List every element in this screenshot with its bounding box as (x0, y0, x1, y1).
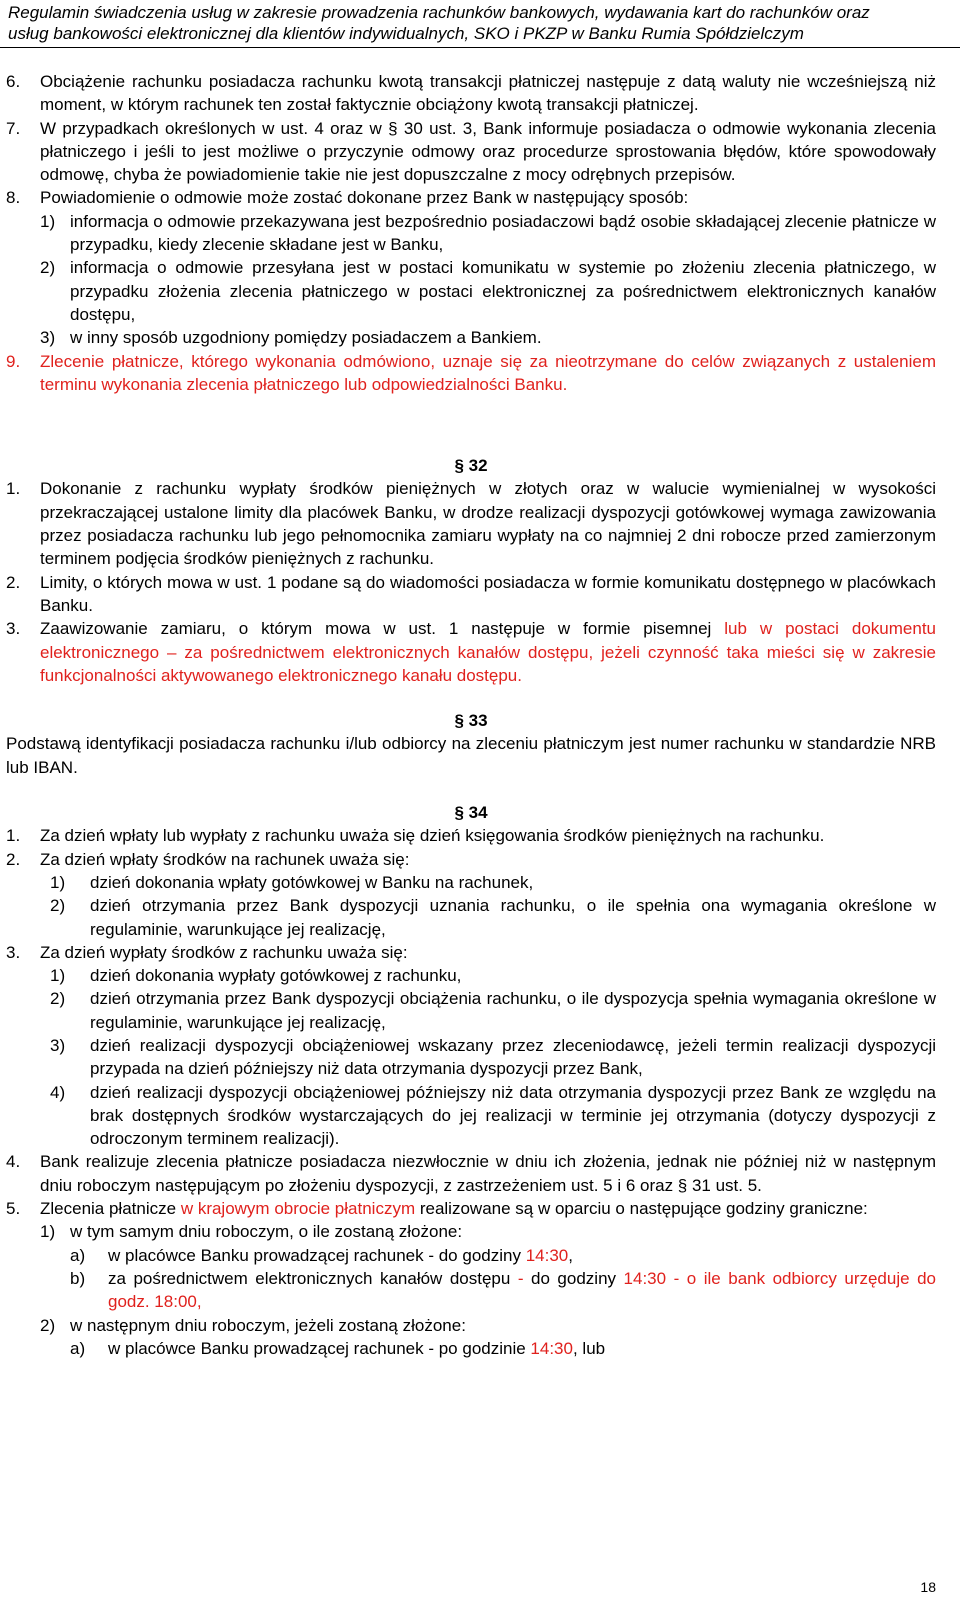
text-red: 14:30 (530, 1338, 573, 1358)
list-item (40, 987, 936, 1034)
paragraph-text: Za dzień wypłaty środków z rachunku uważa się: (40, 942, 408, 962)
s32-paragraph-2 (6, 571, 936, 618)
paragraph-number: 9. (6, 351, 21, 371)
text-red: 14:30 (525, 1245, 569, 1265)
paragraph-text (40, 617, 936, 687)
s34-paragraph-5 (6, 1197, 936, 1220)
text-red: - (517, 1268, 524, 1288)
paragraph-9 (6, 350, 936, 397)
s33-text: Podstawą identyfikacji posiadacza rachunku i/lub odbiorcy na zleceniu płatniczym jest numer rachunku w standardzie NRB lub IBAN. (6, 734, 936, 777)
list-subitem (70, 1244, 936, 1267)
list-text: dzień dokonania wpłaty gotówkowej w Banku na rachunek, (90, 872, 534, 892)
paragraph-number: 2. (6, 849, 21, 869)
text-black: , lub (572, 1338, 606, 1358)
list-subitem (70, 1267, 936, 1314)
list-text: w następnym dniu roboczym, jeżeli zostaną złożone: (70, 1315, 466, 1335)
section-title-34: § 34 (454, 803, 488, 823)
list-item (40, 1034, 936, 1081)
paragraph-number: 1. (6, 479, 21, 499)
paragraph-text: Obciążenie rachunku posiadacza rachunku kwotą transakcji płatniczej następuje z datą waluty nie wcześniejszą niż moment, w którym rachunek ten został faktycznie obciążony kwotą transakcji płatniczej. (40, 72, 936, 115)
list-number: 2) (50, 896, 66, 916)
s32-paragraph-3 (6, 617, 936, 687)
text-red: 14:30 - o ile bank odbiorcy urzęduje do godz. 18:00, (108, 1268, 936, 1312)
paragraph-number: 2. (6, 572, 21, 592)
list-letter: a) (70, 1245, 86, 1265)
section-title-33: § 33 (454, 711, 488, 731)
paragraph-number: 8. (6, 188, 21, 208)
list-number: 3) (40, 328, 56, 348)
document-header (0, 0, 960, 48)
list-text: w inny sposób uzgodniony pomiędzy posiadaczem a Bankiem. (70, 328, 542, 348)
paragraph-text (40, 1197, 936, 1220)
list-item (40, 1220, 936, 1243)
paragraph-text: Za dzień wpłaty środków na rachunek uważa się: (40, 849, 410, 869)
text-black: , (568, 1245, 573, 1265)
list-item (40, 1314, 936, 1337)
header-line-1: Regulamin świadczenia usług w zakresie prowadzenia rachunków bankowych, wydawania kart do rachunków oraz (8, 3, 870, 22)
s32-paragraph-1 (6, 477, 936, 570)
list-number: 2) (50, 989, 66, 1009)
text-red: lub w postaci dokumentu elektronicznego – za pośrednictwem elektronicznych kanałów dostępu, jeżeli czynność taka mieści się w zakresie funkcjonalności aktywowanego elektronicznego kanału dostępu. (40, 619, 936, 685)
paragraph-text: Bank realizuje zlecenia płatnicze posiadacza niezwłocznie w dniu ich złożenia, jednak nie później niż w następnym dniu roboczym następującym po złożeniu dyspozycji, z zastrzeżeniem ust. 5 i 6 oraz § 31 ust. 5. (40, 1152, 936, 1195)
document-body (0, 70, 960, 1360)
list-item (40, 1081, 936, 1151)
text-black: w placówce Banku prowadzącej rachunek - po godzinie (108, 1338, 531, 1358)
text-black: za pośrednictwem elektronicznych kanałów dostępu (108, 1268, 518, 1288)
list-text: dzień realizacji dyspozycji obciążeniowej wskazany przez zleceniodawcę, jeżeli termin realizacji dyspozycji przypada na dzień późniejszy niż data otrzymania dyspozycji przez Bank, (90, 1035, 936, 1079)
text-black: w placówce Banku prowadzącej rachunek - do godziny (108, 1245, 526, 1265)
text-red: w krajowym obrocie płatniczym (180, 1199, 416, 1219)
text-black: realizowane są w oparciu o następujące godziny graniczne: (415, 1199, 868, 1219)
text-black: Zlecenia płatnicze (40, 1199, 181, 1219)
list-text (108, 1267, 936, 1314)
list-number: 1) (50, 966, 66, 986)
list-number: 2) (40, 1315, 56, 1335)
paragraph-number: 5. (6, 1199, 21, 1219)
paragraph-text: Dokonanie z rachunku wypłaty środków pieniężnych w złotych oraz w walucie wymienialnej w wysokości przekraczającej ustalone limity dla placówek Banku, w drodze realizacji dyspozycji gotówkowej wymaga zawizowania przez posiadacza rachunku lub jego pełnomocnika zamiaru wypłaty na co najmniej 2 dni robocze przed zamierzonym terminem podjęcia środków pieniężnych z rachunku. (40, 479, 936, 569)
paragraph-7 (6, 117, 936, 187)
list-text: w tym samym dniu roboczym, o ile zostaną złożone: (70, 1222, 463, 1242)
paragraph-number: 1. (6, 826, 21, 846)
paragraph-8 (6, 186, 936, 209)
paragraph-number: 4. (6, 1152, 21, 1172)
header-line-2: usług bankowości elektronicznej dla klientów indywidualnych, SKO i PKZP w Banku Rumia Spółdzielczym (8, 24, 804, 43)
list-text: informacja o odmowie przekazywana jest bezpośrednio posiadaczowi bądź osobie składającej zlecenie płatnicze w przypadku, kiedy zlecenie składane jest w Banku, (70, 211, 936, 255)
list-item (40, 894, 936, 941)
paragraph-6 (6, 70, 936, 117)
list-number: 3) (50, 1035, 66, 1055)
list-item (40, 256, 936, 326)
list-number: 4) (50, 1082, 66, 1102)
s34-paragraph-1 (6, 824, 936, 847)
list-number: 1) (50, 872, 66, 892)
text-black: do godziny (523, 1268, 624, 1288)
list-subitem (70, 1337, 936, 1360)
text-black: Zaawizowanie zamiaru, o którym mowa w ust. 1 następuje w formie pisemnej (40, 619, 725, 639)
paragraph-number: 6. (6, 72, 21, 91)
list-text: dzień realizacji dyspozycji obciążeniowej późniejszy niż data otrzymania dyspozycji przez Bank ze względu na brak dostępnych środków wystarczających do jej realizacji w terminie jej otrzymania (dotyczy dyspozycji z odroczonym terminem realizacji). (90, 1082, 936, 1149)
paragraph-text: Limity, o których mowa w ust. 1 podane są do wiadomości posiadacza w formie komunikatu dostępnego w placówkach Banku. (40, 572, 936, 615)
list-text: dzień dokonania wypłaty gotówkowej z rachunku, (90, 966, 462, 986)
paragraph-text: W przypadkach określonych w ust. 4 oraz w § 30 ust. 3, Bank informuje posiadacza o odmowie wykonania zlecenia płatniczego i jeśli to jest możliwe o przyczynie odmowy oraz procedurze sprostowania błędów, które spowodowały odmowę, chyba że powiadomienie takie nie jest dopuszczalne z mocy odrębnych przepisów. (40, 118, 936, 185)
section-title-32: § 32 (454, 456, 488, 476)
list-item (40, 871, 936, 894)
list-number: 1) (40, 211, 56, 231)
list-text (108, 1244, 936, 1267)
list-text: dzień otrzymania przez Bank dyspozycji obciążenia rachunku, o ile dyspozycja spełnia wymagania określone w regulaminie, warunkujące jej realizację, (90, 989, 936, 1032)
list-text: informacja o odmowie przesyłana jest w postaci komunikatu w systemie po złożeniu zlecenia płatniczego, w przypadku złożenia zlecenia płatniczego w postaci elektronicznej za pośrednictwem elektronicznych kanałów dostępu, (70, 258, 936, 324)
s34-paragraph-3 (6, 941, 936, 964)
paragraph-text: Zlecenie płatnicze, którego wykonania odmówiono, uznaje się za nieotrzymane do celów związanych z ustaleniem terminu wykonania zlecenia płatniczego lub odpowiedzialności Banku. (40, 351, 936, 394)
paragraph-number: 3. (6, 619, 21, 639)
paragraph-text: Powiadomienie o odmowie może zostać dokonane przez Bank w następujący sposób: (40, 188, 689, 208)
s34-paragraph-2 (6, 848, 936, 871)
list-number: 2) (40, 258, 56, 278)
list-text (108, 1337, 936, 1360)
list-item (40, 964, 936, 987)
paragraph-number: 7. (6, 118, 21, 138)
s34-paragraph-4 (6, 1150, 936, 1197)
list-item (40, 326, 936, 349)
list-text: dzień otrzymania przez Bank dyspozycji uznania rachunku, o ile spełnia ona wymagania określone w regulaminie, warunkujące jej realizację, (90, 896, 936, 939)
list-item (40, 210, 936, 257)
paragraph-number: 3. (6, 942, 21, 962)
list-letter: b) (70, 1268, 86, 1288)
paragraph-text: Za dzień wpłaty lub wypłaty z rachunku uważa się dzień księgowania środków pieniężnych na rachunku. (40, 826, 825, 846)
page-number: 18 (920, 1579, 936, 1595)
list-letter: a) (70, 1338, 86, 1358)
list-number: 1) (40, 1222, 56, 1242)
